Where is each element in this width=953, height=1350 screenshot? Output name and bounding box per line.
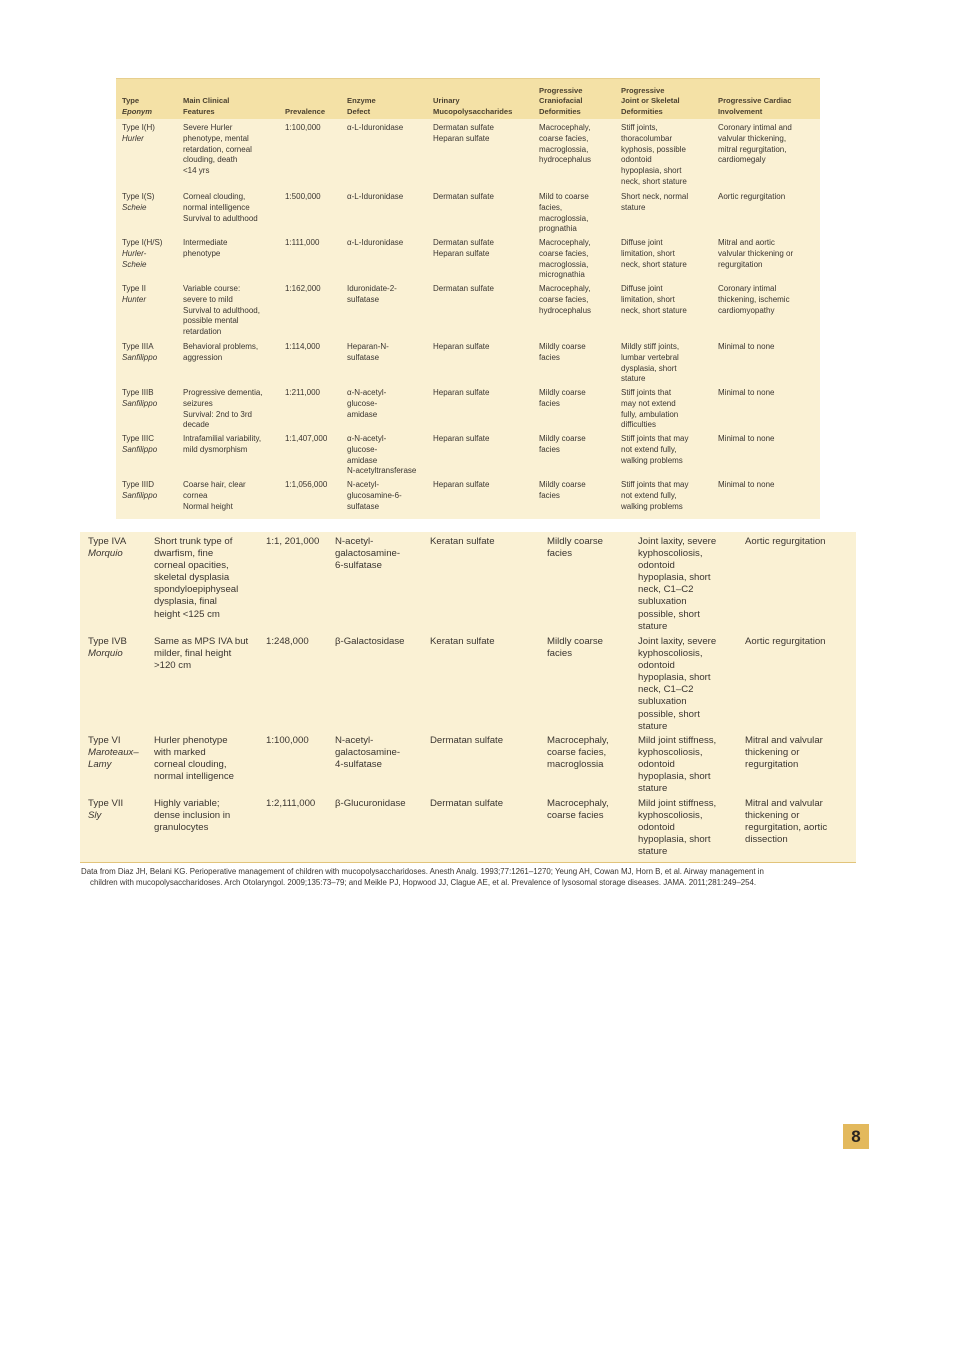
eponym-label: Hurler- Scheie <box>122 248 147 269</box>
cell-cardiac: Aortic regurgitation <box>745 536 826 547</box>
cell-cardiac: Aortic regurgitation <box>718 192 786 201</box>
cell-enzyme: N-acetyl- glucosamine-6- sulfatase <box>347 480 402 511</box>
type-label: Type I(H/S) <box>122 238 163 247</box>
type-label: Type VI <box>88 735 121 746</box>
cell-type <box>122 192 154 214</box>
cell-craniofacial: Macrocephaly, coarse facies, macroglossia <box>547 735 609 771</box>
page-number-badge: 8 <box>843 1124 869 1149</box>
mps-table-part2 <box>80 532 856 863</box>
cell-prevalence: 1:162,000 <box>285 284 321 293</box>
footnote-line-2: children with mucopolysaccharidoses. Arch Otolaryngol. 2009;135:73–79; and Meikle PJ, Hopwood JJ, Clague AE, et al. Prevalence of lysosomal storage diseases. JAMA. 2011;281:249–254. <box>90 878 757 887</box>
type-label: Type I(S) <box>122 192 155 201</box>
cell-enzyme: α-N-acetyl- glucose- amidase <box>347 388 387 419</box>
eponym-label: Sanfilippo <box>122 444 158 454</box>
type-label: Type IIIA <box>122 342 154 351</box>
mps-table-part1 <box>116 78 820 519</box>
cell-cardiac: Mitral and valvular thickening or regurgitation, aortic dissection <box>745 798 828 846</box>
table-header <box>116 79 820 119</box>
cell-urinary: Heparan sulfate <box>433 342 490 351</box>
cell-skeletal: Joint laxity, severe kyphoscoliosis, odontoid hypoplasia, short neck, C1–C2 subluxation possible, short stature <box>638 636 717 732</box>
cell-craniofacial: Macrocephaly, coarse facies, macroglossia, hydrocephalus <box>539 123 592 165</box>
cell-prevalence: 1:1,056,000 <box>285 480 328 489</box>
cell-clinical: Same as MPS IVA but milder, final height >120 cm <box>154 636 249 672</box>
cell-craniofacial: Macrocephaly, coarse facies <box>547 798 609 822</box>
cell-clinical: Behavioral problems, aggression <box>183 342 259 362</box>
cell-cardiac: Minimal to none <box>718 434 775 443</box>
header-craniofacial: Progressive Craniofacial Deformities <box>539 85 583 116</box>
cell-prevalence: 1:2,111,000 <box>266 798 316 809</box>
cell-urinary: Dermatan sulfate <box>433 192 494 201</box>
type-label: Type IVB <box>88 636 127 647</box>
cell-type <box>88 798 123 822</box>
type-label: Type IVA <box>88 536 127 547</box>
cell-skeletal: Mild joint stiffness, kyphoscoliosis, odontoid hypoplasia, short stature <box>638 798 717 858</box>
eponym-label: Sly <box>88 810 102 822</box>
cell-type <box>88 735 139 771</box>
header-eponym-label: Eponym <box>122 106 152 116</box>
eponym-label: Maroteaux– Lamy <box>88 747 139 771</box>
cell-skeletal: Mild joint stiffness, kyphoscoliosis, odontoid hypoplasia, short stature <box>638 735 717 795</box>
cell-prevalence: 1:211,000 <box>285 388 320 397</box>
cell-enzyme: β-Glucuronidase <box>335 798 406 809</box>
header-urinary: Urinary Mucopolysaccharides <box>433 96 513 116</box>
cell-urinary: Heparan sulfate <box>433 388 490 397</box>
type-label: Type I(H) <box>122 123 155 132</box>
cell-type <box>122 238 162 270</box>
cell-enzyme: N-acetyl- galactosamine- 4-sulfatase <box>335 735 401 771</box>
type-label: Type II <box>122 284 147 293</box>
cell-skeletal: Short neck, normal stature <box>621 192 689 212</box>
cell-prevalence: 1:1,407,000 <box>285 434 328 443</box>
cell-prevalence: 1:248,000 <box>266 636 309 647</box>
eponym-label: Sanfilippo <box>122 398 158 408</box>
cell-skeletal: Stiff joints that may not extend fully, walking problems <box>621 480 689 511</box>
cell-enzyme: Iduronidate-2- sulfatase <box>347 284 397 304</box>
cell-prevalence: 1:100,000 <box>266 735 309 746</box>
cell-type <box>122 284 146 306</box>
cell-urinary: Heparan sulfate <box>433 434 490 443</box>
cell-clinical: Variable course: severe to mild Survival to adulthood, possible mental retardation <box>183 284 260 337</box>
cell-cardiac: Minimal to none <box>718 342 775 351</box>
cell-skeletal: Mildly stiff joints, lumbar vertebral dysplasia, short stature <box>621 342 680 384</box>
cell-enzyme: α-L-Iduronidase <box>347 238 404 247</box>
cell-type <box>122 123 155 145</box>
cell-prevalence: 1:500,000 <box>285 192 321 201</box>
cell-cardiac: Mitral and aortic valvular thickening or regurgitation <box>718 238 794 269</box>
cell-clinical: Intermediate phenotype <box>183 238 228 258</box>
cell-cardiac: Minimal to none <box>718 388 775 397</box>
header-type-label: Type <box>122 96 140 105</box>
eponym-label: Morquio <box>88 548 123 560</box>
type-label: Type IIIC <box>122 434 155 443</box>
header-prevalence: Prevalence <box>285 106 326 116</box>
cell-cardiac: Mitral and valvular thickening or regurgitation <box>745 735 823 771</box>
cell-craniofacial: Mildly coarse facies <box>539 342 586 362</box>
cell-enzyme: β-Galactosidase <box>335 636 405 647</box>
cell-enzyme: α-N-acetyl- glucose- amidase N-acetyltransferase <box>347 434 417 476</box>
cell-enzyme: N-acetyl- galactosamine- 6-sulfatase <box>335 536 401 572</box>
cell-skeletal: Stiff joints that may not extend fully, ambulation difficulties <box>621 388 679 430</box>
cell-prevalence: 1:114,000 <box>285 342 320 351</box>
cell-type <box>122 480 157 502</box>
cell-clinical: Corneal clouding, normal intelligence Survival to adulthood <box>183 192 258 223</box>
eponym-label: Hunter <box>122 294 147 304</box>
cell-craniofacial: Macrocephaly, coarse facies, macroglossia, micrognathia <box>539 238 591 280</box>
cell-cardiac: Coronary intimal thickening, ischemic cardiomyopathy <box>718 284 790 315</box>
cell-clinical: Highly variable; dense inclusion in granulocytes <box>154 798 231 834</box>
cell-urinary: Dermatan sulfate <box>430 735 504 746</box>
cell-craniofacial: Mildly coarse facies <box>539 388 586 408</box>
cell-clinical: Coarse hair, clear cornea Normal height <box>183 480 246 511</box>
cell-skeletal: Stiff joints, thoracolumbar kyphosis, possible odontoid hypoplasia, short neck, short stature <box>621 123 687 186</box>
cell-prevalence: 1:1, 201,000 <box>266 536 320 547</box>
cell-prevalence: 1:111,000 <box>285 238 320 247</box>
cell-type <box>122 434 157 456</box>
type-label: Type IIID <box>122 480 155 489</box>
cell-craniofacial: Mildly coarse facies <box>539 434 586 454</box>
cell-cardiac: Aortic regurgitation <box>745 636 826 647</box>
footnote-line-1: Data from Diaz JH, Belani KG. Perioperative management of children with mucopolysaccharidoses. Anesth Analg. 1993;77:1261–1270; Yeung AH, Cowan MJ, Horn B, et al. Airway management in <box>81 867 764 876</box>
header-cardiac: Progressive Cardiac Involvement <box>718 96 792 116</box>
cell-cardiac: Minimal to none <box>718 480 775 489</box>
type-label: Type IIIB <box>122 388 154 397</box>
cell-skeletal: Joint laxity, severe kyphoscoliosis, odontoid hypoplasia, short neck, C1–C2 subluxation possible, short stature <box>638 536 717 632</box>
cell-urinary: Dermatan sulfate <box>433 284 494 293</box>
cell-clinical: Progressive dementia, seizures Survival: 2nd to 3rd decade <box>183 388 263 430</box>
cell-craniofacial: Mildly coarse facies <box>539 480 586 500</box>
cell-urinary: Dermatan sulfate <box>430 798 504 809</box>
header-skeletal: Progressive Joint or Skeletal Deformities <box>621 85 680 116</box>
header-type <box>122 96 152 117</box>
cell-urinary: Dermatan sulfate Heparan sulfate <box>433 238 494 258</box>
cell-type <box>122 388 157 410</box>
cell-clinical: Short trunk type of dwarfism, fine corneal opacities, skeletal dysplasia spondyloepiphyseal dysplasia, final height <125 cm <box>154 536 239 620</box>
cell-urinary: Keratan sulfate <box>430 636 495 647</box>
cell-craniofacial: Mildly coarse facies <box>547 636 603 660</box>
cell-skeletal: Stiff joints that may not extend fully, walking problems <box>621 434 689 465</box>
cell-cardiac: Coronary intimal and valvular thickening, mitral regurgitation, cardiomegaly <box>718 123 792 165</box>
cell-skeletal: Diffuse joint limitation, short neck, short stature <box>621 238 687 269</box>
eponym-label: Morquio <box>88 648 123 660</box>
cell-craniofacial: Mildly coarse facies <box>547 536 603 560</box>
cell-urinary: Heparan sulfate <box>433 480 490 489</box>
cell-clinical: Severe Hurler phenotype, mental retardation, corneal clouding, death <14 yrs <box>183 123 252 176</box>
cell-clinical: Intrafamilial variability, mild dysmorphism <box>183 434 262 454</box>
eponym-label: Sanfilippo <box>122 490 158 500</box>
cell-prevalence: 1:100,000 <box>285 123 321 132</box>
type-label: Type VII <box>88 798 124 809</box>
table-body <box>116 119 820 519</box>
eponym-label: Sanfilippo <box>122 352 158 362</box>
cell-enzyme: Heparan-N- sulfatase <box>347 342 389 362</box>
cell-craniofacial: Mild to coarse facies, macroglossia, prognathia <box>539 192 589 234</box>
header-clinical: Main Clinical Features <box>183 96 230 116</box>
eponym-label: Hurler <box>122 133 144 143</box>
cell-enzyme: α-L-Iduronidase <box>347 123 404 132</box>
cell-urinary: Keratan sulfate <box>430 536 495 547</box>
header-enzyme: Enzyme Defect <box>347 96 376 116</box>
cell-type <box>88 636 127 660</box>
cell-type <box>88 536 126 560</box>
cell-skeletal: Diffuse joint limitation, short neck, short stature <box>621 284 687 315</box>
cell-type <box>122 342 157 364</box>
cell-clinical: Hurler phenotype with marked corneal clouding, normal intelligence <box>154 735 234 783</box>
cell-urinary: Dermatan sulfate Heparan sulfate <box>433 123 494 143</box>
cell-enzyme: α-L-Iduronidase <box>347 192 404 201</box>
eponym-label: Scheie <box>122 202 147 212</box>
source-footnote <box>81 866 851 888</box>
cell-craniofacial: Macrocephaly, coarse facies, hydrocephalus <box>539 284 592 315</box>
